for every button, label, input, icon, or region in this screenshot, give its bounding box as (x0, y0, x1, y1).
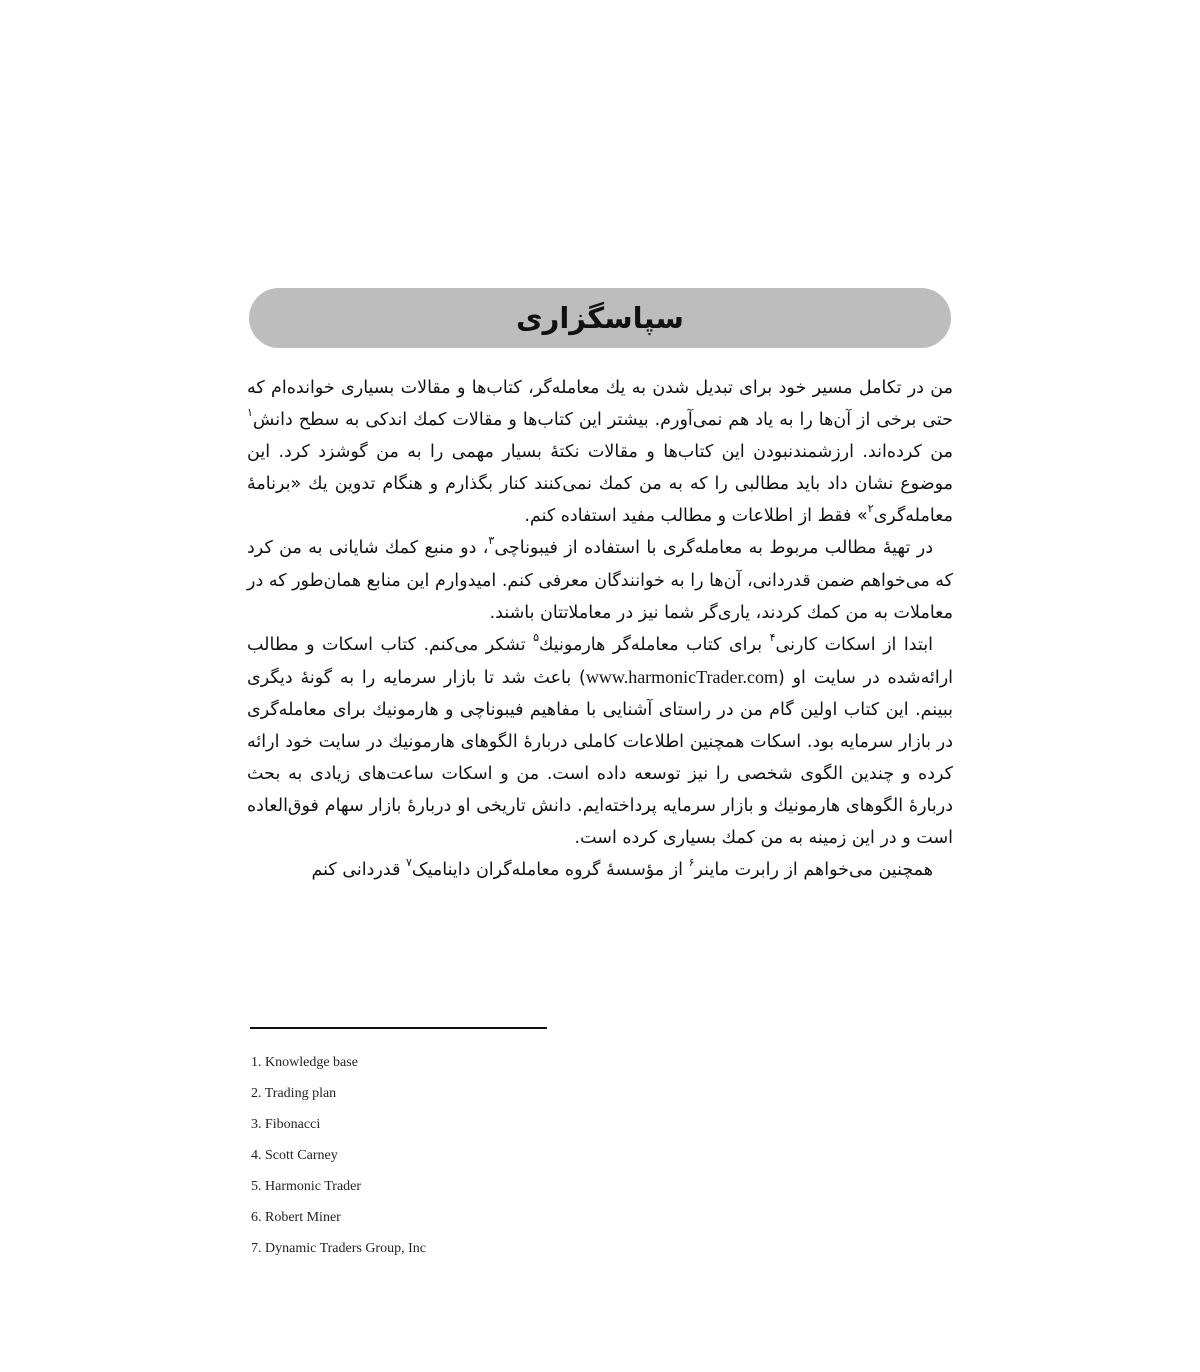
paragraph-text: من در تکامل مسیر خود برای تبدیل شدن به یك معامله‌گر، کتاب‌ها و مقالات بسیاری خوانده‌ام که حتی برخی از آن‌ها را به یاد هم نمی‌آورم. بیشتر این کتاب‌ها و مقالات کمك اندکی به سطح دانش (247, 378, 953, 431)
paragraph (247, 372, 953, 532)
paragraph-text: » فقط از اطلاعات و مطالب مفید استفاده کنم. (524, 506, 868, 527)
paragraph-text: تشکر می‌کنم. کتاب اسکات و مطالب ارائه‌شده در سایت او ( (247, 634, 954, 688)
paragraph-text: ، دو منبع کمك شایانی به من کرد که می‌خواهم ضمن قدردانی، آن‌ها را به خوانندگان معرفی کنم. امیدوارم این منابع همان‌طور که در معاملات به من کمك کردند، یاری‌گر شما نیز در معاملاتتان باشند. (247, 538, 953, 623)
footnote-reference: ۲ (867, 502, 874, 516)
footnote-reference: ۵ (533, 630, 540, 644)
paragraph-text: ) باعث شد تا بازار سرمایه را به گونهٔ دیگری ببینم. این کتاب اولین گام من در راستای آشنایی با مفاهیم فیبوناچی و هارمونیك برای معامله‌گری در بازار سرمایه بود. اسکات همچنین اطلاعات کاملی دربارهٔ الگوهای هارمونیك در سایت خود ارائه کرده و چندین الگوی شخصی را نیز توسعه داده است. من و اسکات ساعت‌های زیادی به بحث دربارهٔ الگوهای هارمونیك و بازار سرمایه پرداخته‌ایم. دانش تاریخی او دربارهٔ بازار سهام فوق‌العاده است و در این زمینه به من کمك بسیاری کرده است. (247, 667, 953, 849)
footnote-item: 1. Knowledge base (251, 1055, 358, 1070)
body-text (247, 372, 953, 887)
footnote-separator (250, 1027, 547, 1029)
footnote-item: 5. Harmonic Trader (251, 1179, 362, 1194)
paragraph (247, 532, 953, 628)
footnotes (251, 1052, 751, 1269)
footnote-reference: ۳ (488, 534, 495, 548)
footnote-reference: ۱ (247, 406, 253, 420)
footnote-reference: ۶ (688, 856, 695, 870)
paragraph-text: قدردانی کنم (311, 860, 406, 881)
chapter-title: سپاسگزاری (516, 301, 684, 335)
footnote-reference: ۷ (406, 856, 412, 870)
footnote-item: 6. Robert Miner (251, 1210, 341, 1225)
paragraph-text: همچنین می‌خواهم از رابرت ماینر (694, 860, 933, 881)
website-url: www.harmonicTrader.com (585, 666, 778, 687)
paragraph (247, 629, 953, 855)
paragraph (247, 854, 953, 886)
paragraph-text: ابتدا از اسکات کارنی (775, 634, 933, 655)
paragraph-text: من کرده‌اند. ارزشمندنبودن این کتاب‌ها و مقالات نکتهٔ بسیار مهمی را به من گوشزد کرد. این موضوع نشان داد باید مطالبی را که به من کمك نمی‌کنند کنار بگذارم و هنگام تدوین یك «برنامهٔ معامله‌گری (247, 442, 953, 527)
footnote-reference: ۴ (769, 630, 776, 644)
paragraph-text: در تهیهٔ مطالب مربوط به معامله‌گری با استفاده از فیبوناچی (494, 538, 933, 559)
chapter-title-bar (249, 288, 951, 348)
footnote-item: 3. Fibonacci (251, 1117, 321, 1132)
footnote-item: 7. Dynamic Traders Group, Inc (251, 1241, 426, 1256)
paragraph-text: برای کتاب معامله‌گر هارمونیك (539, 634, 770, 655)
footnote-item: 4. Scott Carney (251, 1148, 338, 1163)
footnote-item: 2. Trading plan (251, 1086, 337, 1101)
paragraph-text: از مؤسسهٔ گروه معامله‌گران داینامیک (411, 860, 689, 881)
